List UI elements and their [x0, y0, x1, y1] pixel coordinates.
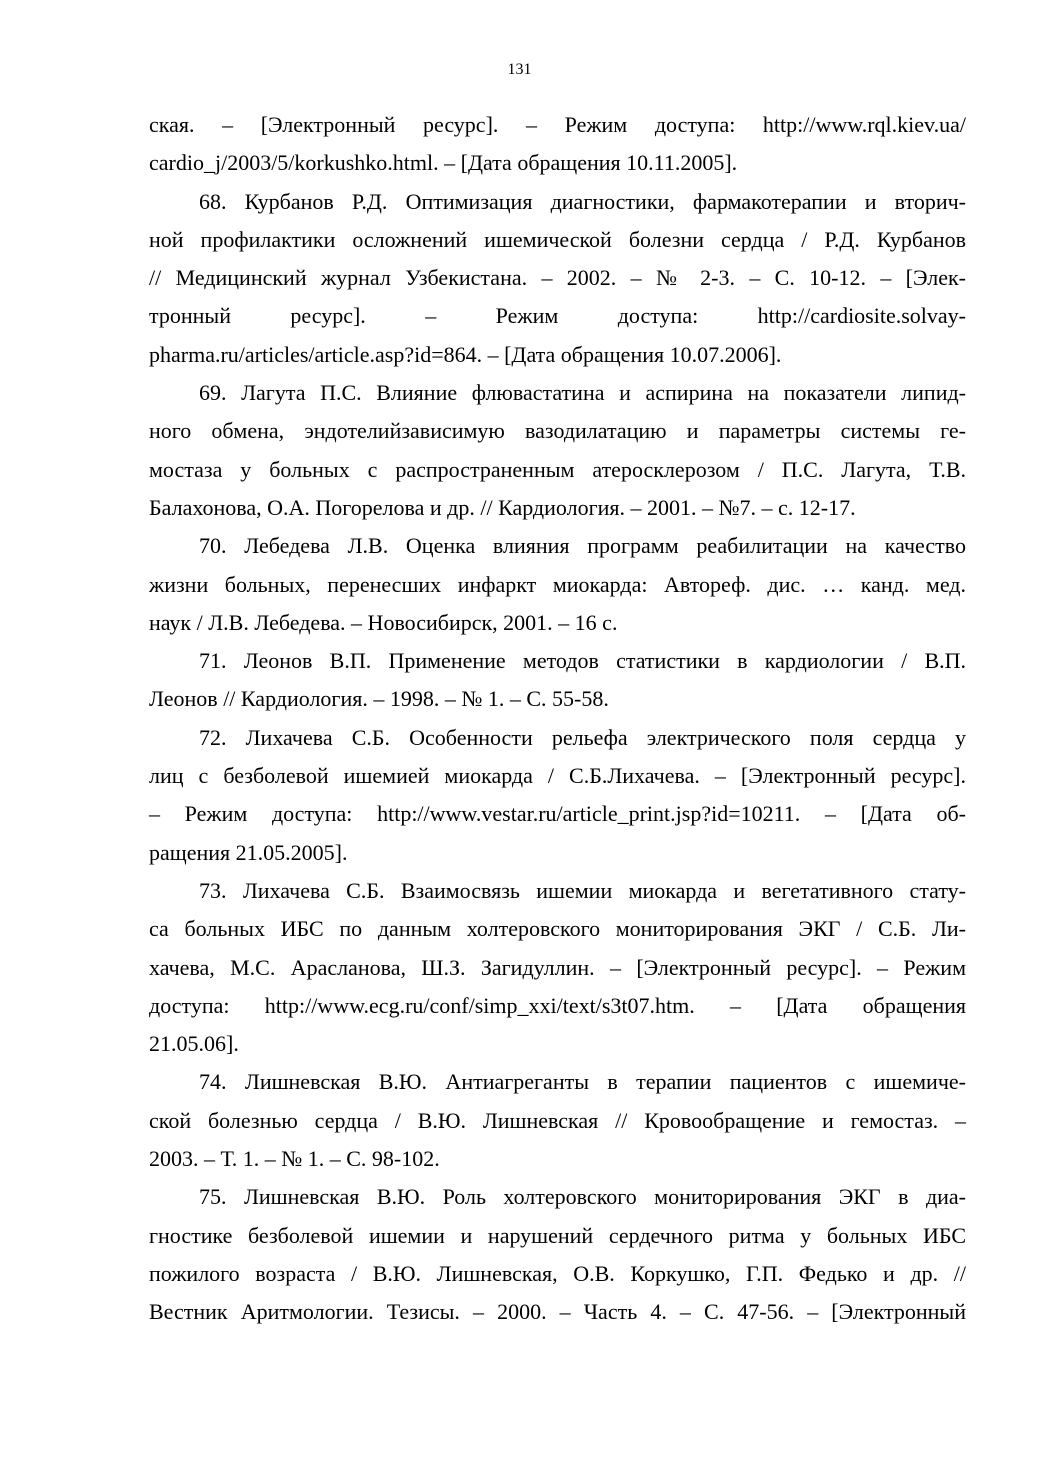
text-line: наук / Л.В. Лебедева. – Новосибирск, 2001. – 16 с. [149, 609, 618, 635]
text-line: ного обмена, эндотелийзависимую вазодилатацию и параметры системы ге- [149, 418, 966, 444]
text-line: 2003. – Т. 1. – № 1. – С. 98-102. [149, 1146, 440, 1172]
text-line: хачева, М.С. Арасланова, Ш.З. Загидуллин. – [Электронный ресурс]. – Режим [149, 954, 966, 980]
text-line: гностике безболевой ишемии и нарушений сердечного ритма у больных ИБС [149, 1222, 966, 1248]
text-line: cardio_j/2003/5/korkushko.html. – [Дата обращения 10.11.2005]. [149, 150, 738, 176]
text-line: 68. Курбанов Р.Д. Оптимизация диагностики, фармакотерапии и вторич- [199, 188, 966, 214]
text-line: 70. Лебедева Л.В. Оценка влияния программ реабилитации на качество [199, 533, 966, 559]
text-line: ская. – [Электронный ресурс]. – Режим доступа: http://www.rql.kiev.ua/ [149, 112, 966, 137]
text-line: Балахонова, О.А. Погорелова и др. // Кардиология. – 2001. – №7. – с. 12-17. [149, 494, 856, 520]
text-line: 72. Лихачева С.Б. Особенности рельефа электрического поля сердца у [199, 724, 966, 750]
page-number: 131 [507, 61, 532, 78]
text-line: pharma.ru/articles/article.asp?id=864. – [Дата обращения 10.07.2006]. [149, 341, 782, 367]
text-line: са больных ИБС по данным холтеровского мониторирования ЭКГ / С.Б. Ли- [149, 916, 966, 942]
reference-list [149, 106, 966, 1332]
text-line: жизни больных, перенесших инфаркт миокарда: Автореф. дис. … канд. мед. [149, 571, 966, 597]
text-line: ращения 21.05.2005]. [149, 839, 348, 865]
text-line: // Медицинский журнал Узбекистана. – 2002. – № 2-3. – С. 10-12. – [Элек- [149, 265, 966, 291]
text-line: 69. Лагута П.С. Влияние флювастатина и аспирина на показатели липид- [199, 380, 966, 406]
text-line: доступа: http://www.ecg.ru/conf/simp_xxi/text/s3t07.htm. – [Дата обращения [149, 992, 966, 1018]
text-line: – Режим доступа: http://www.vestar.ru/article_print.jsp?id=10211. – [Дата об- [149, 801, 966, 827]
text-line: лиц с безболевой ишемией миокарда / С.Б.Лихачева. – [Электронный ресурс]. [149, 763, 966, 789]
text-line: 75. Лишневская В.Ю. Роль холтеровского мониторирования ЭКГ в диа- [199, 1184, 966, 1210]
text-line: мостаза у больных с распространенным атеросклерозом / П.С. Лагута, Т.В. [149, 456, 966, 482]
text-line: Вестник Аритмологии. Тезисы. – 2000. – Часть 4. – С. 47-56. – [Электронный [149, 1299, 966, 1325]
text-line: ной профилактики осложнений ишемической болезни сердца / Р.Д. Курбанов [149, 226, 966, 252]
text-line: Леонов // Кардиология. – 1998. – № 1. – С. 55-58. [149, 686, 609, 712]
text-line: пожилого возраста / В.Ю. Лишневская, О.В. Коркушко, Г.П. Федько и др. // [149, 1260, 966, 1286]
text-line: 73. Лихачева С.Б. Взаимосвязь ишемии миокарда и вегетативного стату- [199, 877, 966, 903]
text-line: 21.05.06]. [149, 1031, 239, 1057]
text-line: 71. Леонов В.П. Применение методов статистики в кардиологии / В.П. [199, 648, 966, 674]
text-line: 74. Лишневская В.Ю. Антиагреганты в терапии пациентов с ишемиче- [199, 1069, 966, 1095]
text-line: ской болезнью сердца / В.Ю. Лишневская // Кровообращение и гемостаз. – [149, 1107, 966, 1133]
text-line: тронный ресурс]. – Режим доступа: http://cardiosite.solvay- [149, 303, 966, 329]
